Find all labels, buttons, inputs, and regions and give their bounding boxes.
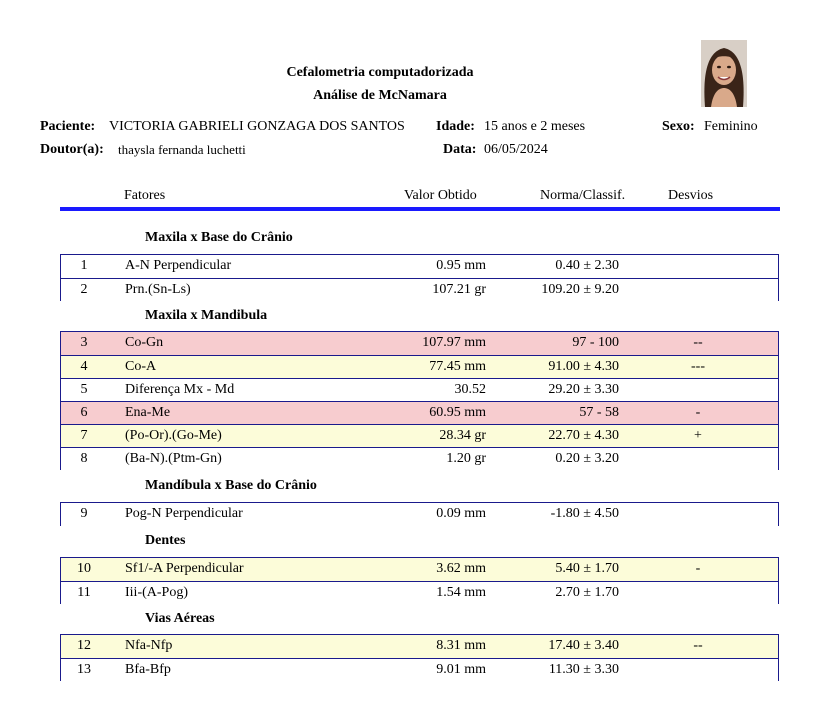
row-norm: 91.00 ± 4.30: [548, 359, 619, 374]
row-value: 0.09 mm: [436, 506, 486, 521]
row-norm: 2.70 ± 1.70: [555, 585, 619, 600]
table-vias-aereas: [60, 634, 779, 681]
row-norm: 22.70 ± 4.30: [548, 428, 619, 443]
row-number: 10: [77, 561, 91, 576]
row-norm: 29.20 ± 3.30: [548, 382, 619, 397]
row-number: 8: [80, 451, 88, 466]
row-deviation: --: [693, 335, 703, 350]
row-number: 5: [80, 382, 88, 397]
section-title-maxila-base: Maxila x Base do Crânio: [145, 230, 293, 245]
table-dentes: [60, 557, 779, 604]
row-number: 13: [77, 662, 91, 677]
row-value: 1.20 gr: [446, 451, 486, 466]
row-deviation: ---: [691, 359, 705, 374]
row-value: 9.01 mm: [436, 662, 486, 677]
row-factor: Nfa-Nfp: [125, 638, 173, 653]
section-title-mandibula-base: Mandíbula x Base do Crânio: [145, 478, 317, 493]
row-norm: -1.80 ± 4.50: [550, 506, 619, 521]
table-row: [61, 355, 778, 379]
row-value: 3.62 mm: [436, 561, 486, 576]
row-norm: 0.20 ± 3.20: [555, 451, 619, 466]
col-header-value: Valor Obtido: [404, 188, 477, 203]
row-factor: Iii-(A-Pog): [125, 585, 188, 600]
row-value: 1.54 mm: [436, 585, 486, 600]
row-factor: Sf1/-A Perpendicular: [125, 561, 244, 576]
row-value: 0.95 mm: [436, 258, 486, 273]
row-factor: Bfa-Bfp: [125, 662, 171, 677]
row-value: 30.52: [454, 382, 486, 397]
row-deviation: -: [695, 561, 701, 576]
row-factor: (Po-Or).(Go-Me): [125, 428, 222, 443]
row-norm: 57 - 58: [579, 405, 619, 420]
table-maxila-base: [60, 254, 779, 301]
col-header-factors: Fatores: [124, 188, 166, 203]
row-number: 9: [80, 506, 88, 521]
table-row: [61, 447, 778, 471]
doctor-label: Doutor(a):: [40, 142, 104, 157]
col-header-deviation: Desvios: [668, 188, 714, 203]
patient-name: VICTORIA GABRIELI GONZAGA DOS SANTOS: [109, 119, 405, 134]
row-value: 107.21 gr: [432, 282, 486, 297]
row-factor: Co-A: [125, 359, 157, 374]
row-number: 11: [77, 585, 91, 600]
sex-label: Sexo:: [662, 119, 695, 134]
table-row: [61, 581, 778, 605]
table-row: [61, 332, 778, 355]
table-row: [61, 401, 778, 425]
row-factor: Ena-Me: [125, 405, 171, 420]
col-header-norm: Norma/Classif.: [540, 188, 626, 203]
row-number: 4: [80, 359, 88, 374]
row-value: 28.34 gr: [439, 428, 486, 443]
row-value: 107.97 mm: [422, 335, 486, 350]
row-deviation: -: [695, 405, 701, 420]
report-title: Cefalometria computadorizada: [286, 65, 474, 80]
section-title-vias-aereas: Vias Aéreas: [145, 611, 215, 626]
row-number: 12: [77, 638, 91, 653]
section-title-maxila-mandibula: Maxila x Mandibula: [145, 308, 268, 323]
table-row: [61, 658, 778, 682]
table-row: [61, 278, 778, 302]
table-row: [61, 558, 778, 581]
row-number: 2: [80, 282, 88, 297]
row-deviation: +: [694, 428, 702, 443]
row-norm: 17.40 ± 3.40: [548, 638, 619, 653]
row-norm: 97 - 100: [572, 335, 619, 350]
row-norm: 5.40 ± 1.70: [555, 561, 619, 576]
patient-label: Paciente:: [40, 119, 96, 134]
row-factor: A-N Perpendicular: [125, 258, 232, 273]
row-norm: 0.40 ± 2.30: [555, 258, 619, 273]
row-norm: 109.20 ± 9.20: [541, 282, 619, 297]
table-mandibula-base: [60, 502, 779, 526]
table-row: [61, 635, 778, 658]
row-factor: Pog-N Perpendicular: [125, 506, 243, 521]
patient-photo: [701, 40, 747, 107]
report-subtitle: Análise de McNamara: [313, 88, 447, 103]
section-title-dentes: Dentes: [145, 533, 186, 548]
row-norm: 11.30 ± 3.30: [548, 662, 619, 677]
row-value: 8.31 mm: [436, 638, 486, 653]
row-number: 7: [80, 428, 88, 443]
table-row: [61, 378, 778, 402]
row-factor: Diferença Mx - Md: [125, 382, 235, 397]
row-deviation: --: [693, 638, 703, 653]
row-number: 6: [80, 405, 88, 420]
row-factor: (Ba-N).(Ptm-Gn): [125, 451, 222, 466]
age-label: Idade:: [436, 119, 475, 134]
table-row: [61, 424, 778, 448]
doctor-name: thaysla fernanda luchetti: [118, 142, 246, 157]
table-row: [61, 503, 778, 526]
row-value: 60.95 mm: [429, 405, 486, 420]
age-value: 15 anos e 2 meses: [484, 119, 586, 134]
date-value: 06/05/2024: [484, 142, 548, 157]
header-divider: [60, 207, 780, 211]
row-number: 3: [80, 335, 88, 350]
row-factor: Co-Gn: [125, 335, 164, 350]
date-label: Data:: [443, 142, 477, 157]
sex-value: Feminino: [704, 119, 758, 134]
row-value: 77.45 mm: [429, 359, 486, 374]
table-maxila-mandibula: [60, 331, 779, 470]
row-factor: Prn.(Sn-Ls): [125, 282, 191, 297]
row-number: 1: [80, 258, 88, 273]
table-row: [61, 255, 778, 278]
